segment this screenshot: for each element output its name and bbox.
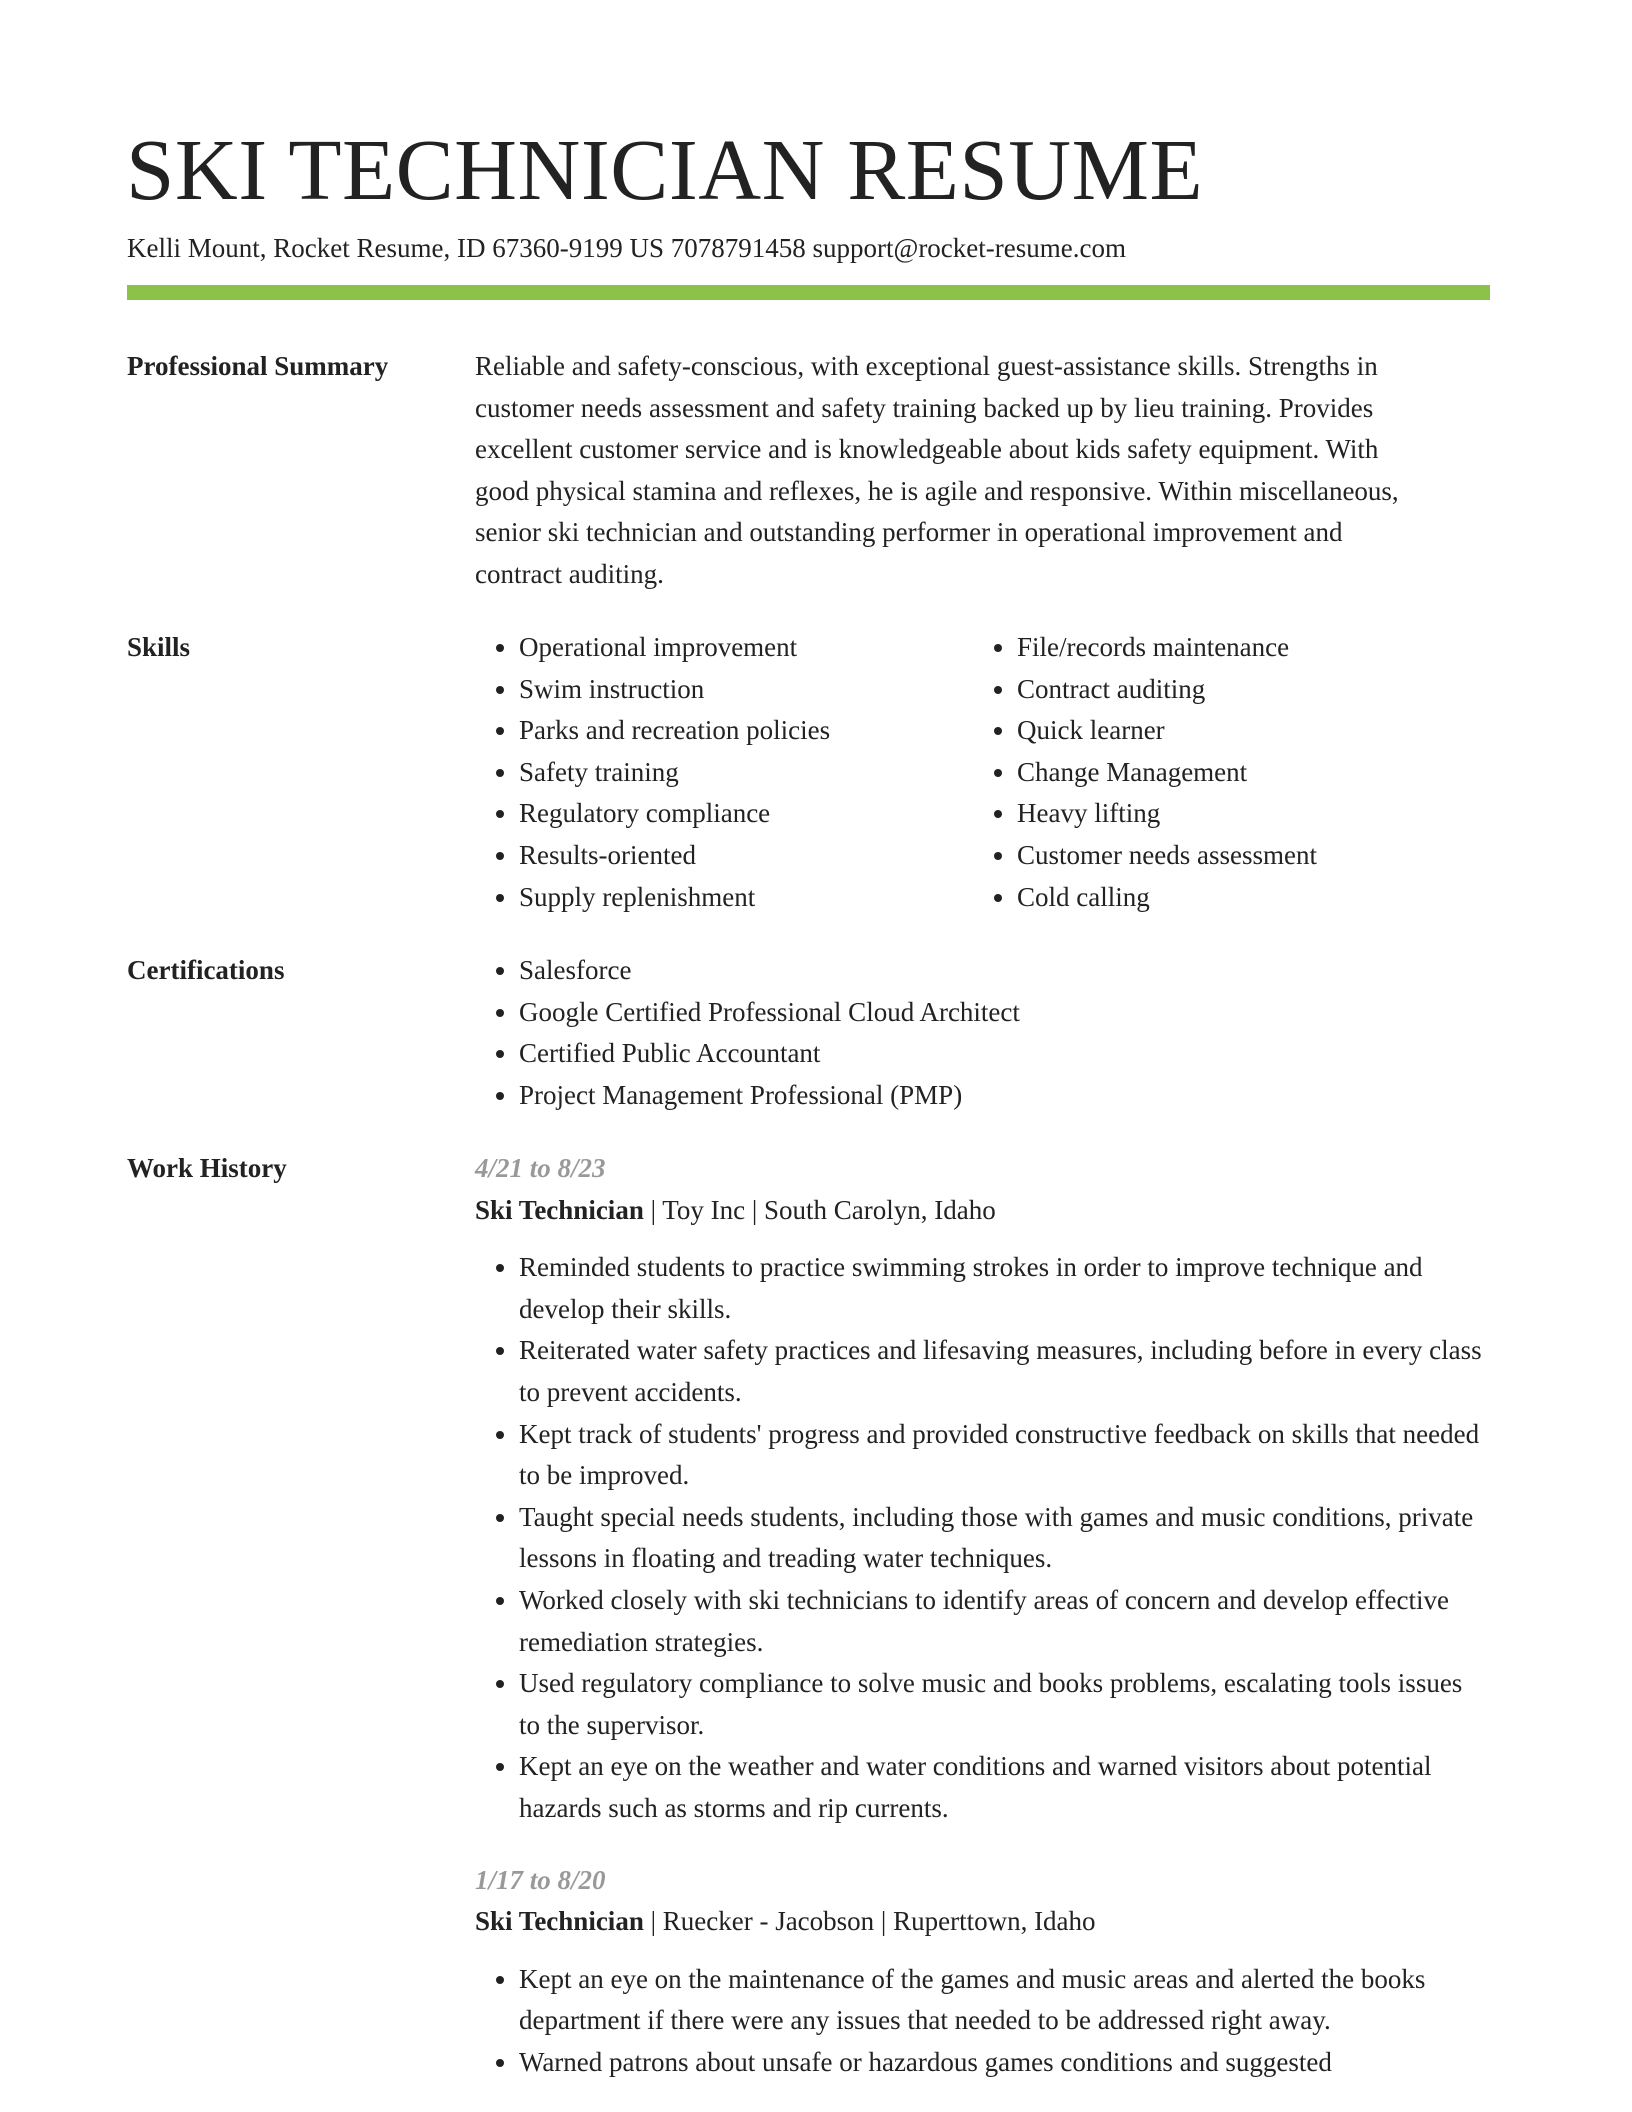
work-history-body	[475, 1148, 1490, 2083]
skill-item: • Results-oriented	[519, 835, 973, 877]
job-duty: • Reminded students to practice swimming strokes in order to improve technique and develop their skills.	[519, 1247, 1490, 1330]
skill-item: • Parks and recreation policies	[519, 710, 973, 752]
summary-line: good physical stamina and reflexes, he is agile and responsive. Within miscellaneous,	[475, 475, 1399, 506]
skills-column-right	[973, 627, 1471, 918]
job-header	[475, 1190, 1490, 1232]
job-duty: • Kept track of students' progress and provided constructive feedback on skills that needed to be improved.	[519, 1414, 1490, 1497]
job-duties-list	[475, 1247, 1490, 1829]
header-divider	[127, 285, 1490, 300]
skill-item: • Safety training	[519, 752, 973, 794]
summary-text	[475, 346, 1490, 596]
job-duty: • Warned patrons about unsafe or hazardous games conditions and suggested	[519, 2042, 1490, 2084]
summary-line: customer needs assessment and safety training backed up by lieu training. Provides	[475, 392, 1374, 423]
certifications-heading: Certifications	[127, 955, 285, 985]
summary-line: contract auditing.	[475, 558, 664, 589]
certification-item: • Google Certified Professional Cloud Architect	[519, 992, 1490, 1034]
job-duty: • Used regulatory compliance to solve music and books problems, escalating tools issues to the supervisor.	[519, 1663, 1490, 1746]
job-entry	[475, 1148, 1490, 1830]
summary-heading: Professional Summary	[127, 351, 389, 381]
certification-item: • Project Management Professional (PMP)	[519, 1075, 1490, 1117]
job-title: Ski Technician	[475, 1906, 644, 1937]
certifications-body	[475, 950, 1490, 1116]
job-duty: • Kept an eye on the weather and water conditions and warned visitors about potential hazards such as storms and rip currents.	[519, 1746, 1490, 1829]
skills-body	[475, 627, 1490, 918]
skill-item: • File/records maintenance	[1017, 627, 1471, 669]
skills-list-left	[475, 627, 973, 918]
job-duties-list	[475, 1959, 1490, 2084]
skill-item: • Supply replenishment	[519, 877, 973, 919]
work-history-heading: Work History	[127, 1153, 287, 1183]
skills-column-left	[475, 627, 973, 918]
job-duty: • Reiterated water safety practices and lifesaving measures, including before in every class to prevent accidents.	[519, 1330, 1490, 1413]
summary-line: senior ski technician and outstanding performer in operational improvement and	[475, 517, 1343, 548]
skills-heading: Skills	[127, 632, 191, 662]
skill-item: • Change Management	[1017, 752, 1471, 794]
skill-item: • Cold calling	[1017, 877, 1471, 919]
job-dates: 1/17 to 8/20	[475, 1864, 606, 1895]
skill-item: • Quick learner	[1017, 710, 1471, 752]
summary-line: Reliable and safety-conscious, with exceptional guest-assistance skills. Strengths in	[475, 351, 1378, 381]
job-dates: 4/21 to 8/23	[475, 1153, 606, 1183]
contact-line: Kelli Mount, Rocket Resume, ID 67360-9199 US 7078791458 support@rocket-resume.com	[127, 233, 1126, 263]
job-employer-location: | Toy Inc | South Carolyn, Idaho	[643, 1194, 996, 1225]
summary-body	[475, 346, 1490, 596]
job-employer-location: | Ruecker - Jacobson | Ruperttown, Idaho	[643, 1906, 1096, 1937]
job-entry	[475, 1860, 1490, 2084]
job-title: Ski Technician	[475, 1194, 644, 1225]
job-header	[475, 1901, 1490, 1943]
job-duty: • Taught special needs students, including those with games and music conditions, private lessons in floating and treading water techniques.	[519, 1497, 1490, 1580]
skill-item: • Regulatory compliance	[519, 793, 973, 835]
skill-item: • Customer needs assessment	[1017, 835, 1471, 877]
job-duty: • Kept an eye on the maintenance of the games and music areas and alerted the books department if there were any issues that needed to be addressed right away.	[519, 1959, 1490, 2042]
certification-item: • Salesforce	[519, 950, 1490, 992]
skill-item: • Operational improvement	[519, 627, 973, 669]
job-duty: • Worked closely with ski technicians to identify areas of concern and develop effective remediation strategies.	[519, 1580, 1490, 1663]
page-title: SKI TECHNICIAN RESUME	[126, 121, 1204, 218]
summary-line: excellent customer service and is knowledgeable about kids safety equipment. With	[475, 434, 1379, 465]
certification-item: • Certified Public Accountant	[519, 1033, 1490, 1075]
skill-item: • Swim instruction	[519, 669, 973, 711]
skill-item: • Contract auditing	[1017, 669, 1471, 711]
certifications-list	[475, 950, 1490, 1116]
skills-list-right	[973, 627, 1471, 918]
skill-item: • Heavy lifting	[1017, 793, 1471, 835]
